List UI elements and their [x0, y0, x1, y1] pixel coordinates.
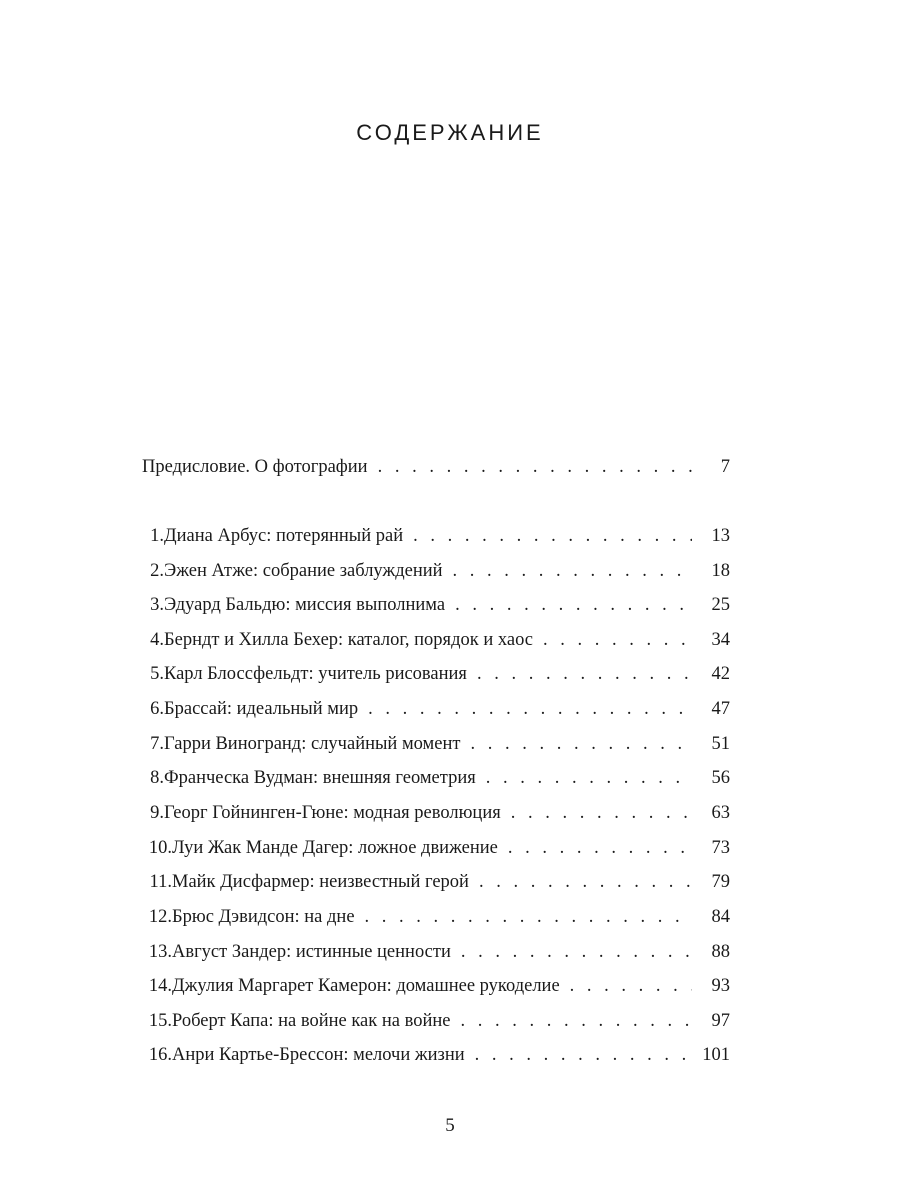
entry-number: 6.	[150, 699, 164, 719]
entry-page: 88	[711, 942, 730, 962]
entry-page: 97	[711, 1011, 730, 1031]
entry-number: 9.	[150, 803, 164, 823]
entry-title: Гарри Виногранд: случайный момент	[164, 734, 461, 754]
entry-number: 2.	[150, 561, 164, 581]
entry-number: 11.	[149, 872, 172, 892]
dot-leader	[453, 560, 692, 582]
dot-leader	[477, 663, 692, 685]
dot-leader	[479, 871, 692, 893]
entry-page: 93	[711, 976, 730, 996]
entry-title: Карл Блоссфельдт: учитель рисования	[164, 664, 467, 684]
dot-leader	[461, 941, 692, 963]
toc-entry	[142, 871, 730, 893]
dot-leader	[511, 802, 692, 824]
dot-leader	[368, 698, 692, 720]
entry-page: 84	[711, 907, 730, 927]
entry-title: Эжен Атже: собрание заблуждений	[164, 561, 443, 581]
dot-leader	[455, 594, 692, 616]
entry-title: Диана Арбус: потерянный рай	[164, 526, 404, 546]
page-number: 5	[445, 1115, 455, 1136]
entry-number: 16.	[148, 1045, 172, 1065]
entry-number: 1.	[150, 526, 164, 546]
toc-preface	[142, 456, 730, 478]
dot-leader	[413, 525, 692, 547]
entry-page: 79	[711, 872, 730, 892]
entry-title: Роберт Капа: на войне как на войне	[172, 1011, 451, 1031]
toc-entry	[142, 629, 730, 651]
entry-number: 3.	[150, 595, 164, 615]
dot-leader	[365, 906, 692, 928]
entry-title: Георг Гойнинген-Гюне: модная революция	[164, 803, 501, 823]
entry-title: Брюс Дэвидсон: на дне	[172, 907, 355, 927]
toc-entry	[142, 663, 730, 685]
entry-page: 101	[702, 1045, 730, 1065]
entry-title: Эдуард Бальдю: миссия выполнима	[164, 595, 446, 615]
entry-page: 73	[711, 838, 730, 858]
toc-entry	[142, 560, 730, 582]
entry-number: 15.	[148, 1011, 172, 1031]
entry-title: Луи Жак Манде Дагер: ложное движение	[172, 838, 498, 858]
entry-number: 8.	[150, 768, 164, 788]
entry-page: 51	[711, 734, 730, 754]
entry-number: 10.	[148, 838, 172, 858]
entry-number: 7.	[150, 734, 164, 754]
dot-leader	[486, 767, 692, 789]
toc-entry	[142, 837, 730, 859]
toc-preface-title: Предисловие. О фотографии	[142, 457, 368, 477]
toc-entry	[142, 906, 730, 928]
toc-entry	[142, 733, 730, 755]
toc-entry	[142, 975, 730, 997]
toc-entry	[142, 802, 730, 824]
dot-leader	[543, 629, 692, 651]
entry-page: 47	[711, 699, 730, 719]
entry-title: Берндт и Хилла Бехер: каталог, порядок и хаос	[164, 630, 534, 650]
entry-page: 56	[711, 768, 730, 788]
toc-preface-page: 7	[720, 457, 730, 477]
entry-page: 42	[711, 664, 730, 684]
entry-page: 63	[711, 803, 730, 823]
entry-page: 25	[711, 595, 730, 615]
entry-page: 13	[711, 526, 730, 546]
entry-number: 12.	[148, 907, 172, 927]
entry-title: Брассай: идеальный мир	[164, 699, 359, 719]
dot-leader	[508, 837, 692, 859]
toc-entry	[142, 767, 730, 789]
toc-entry	[142, 594, 730, 616]
entry-title: Анри Картье-Брессон: мелочи жизни	[172, 1045, 465, 1065]
page-title: СОДЕРЖАНИЕ	[356, 120, 544, 145]
entry-title: Джулия Маргарет Камерон: домашнее рукоделие	[172, 976, 560, 996]
entry-title: Август Зандер: истинные ценности	[172, 942, 451, 962]
dot-leader	[570, 975, 692, 997]
entry-number: 13.	[148, 942, 172, 962]
entry-page: 34	[711, 630, 730, 650]
dot-leader	[470, 733, 692, 755]
toc-entry	[142, 1044, 730, 1066]
toc-entry	[142, 1010, 730, 1032]
toc-entry	[142, 941, 730, 963]
dot-leader	[461, 1010, 693, 1032]
entry-page: 18	[711, 561, 730, 581]
dot-leader	[378, 456, 692, 478]
entry-number: 14.	[148, 976, 172, 996]
entry-title: Майк Дисфармер: неизвестный герой	[172, 872, 469, 892]
entry-number: 4.	[150, 630, 164, 650]
dot-leader	[475, 1044, 692, 1066]
entry-title: Франческа Вудман: внешняя геометрия	[164, 768, 476, 788]
entry-number: 5.	[150, 664, 164, 684]
toc-entry	[142, 525, 730, 547]
toc-entry	[142, 698, 730, 720]
